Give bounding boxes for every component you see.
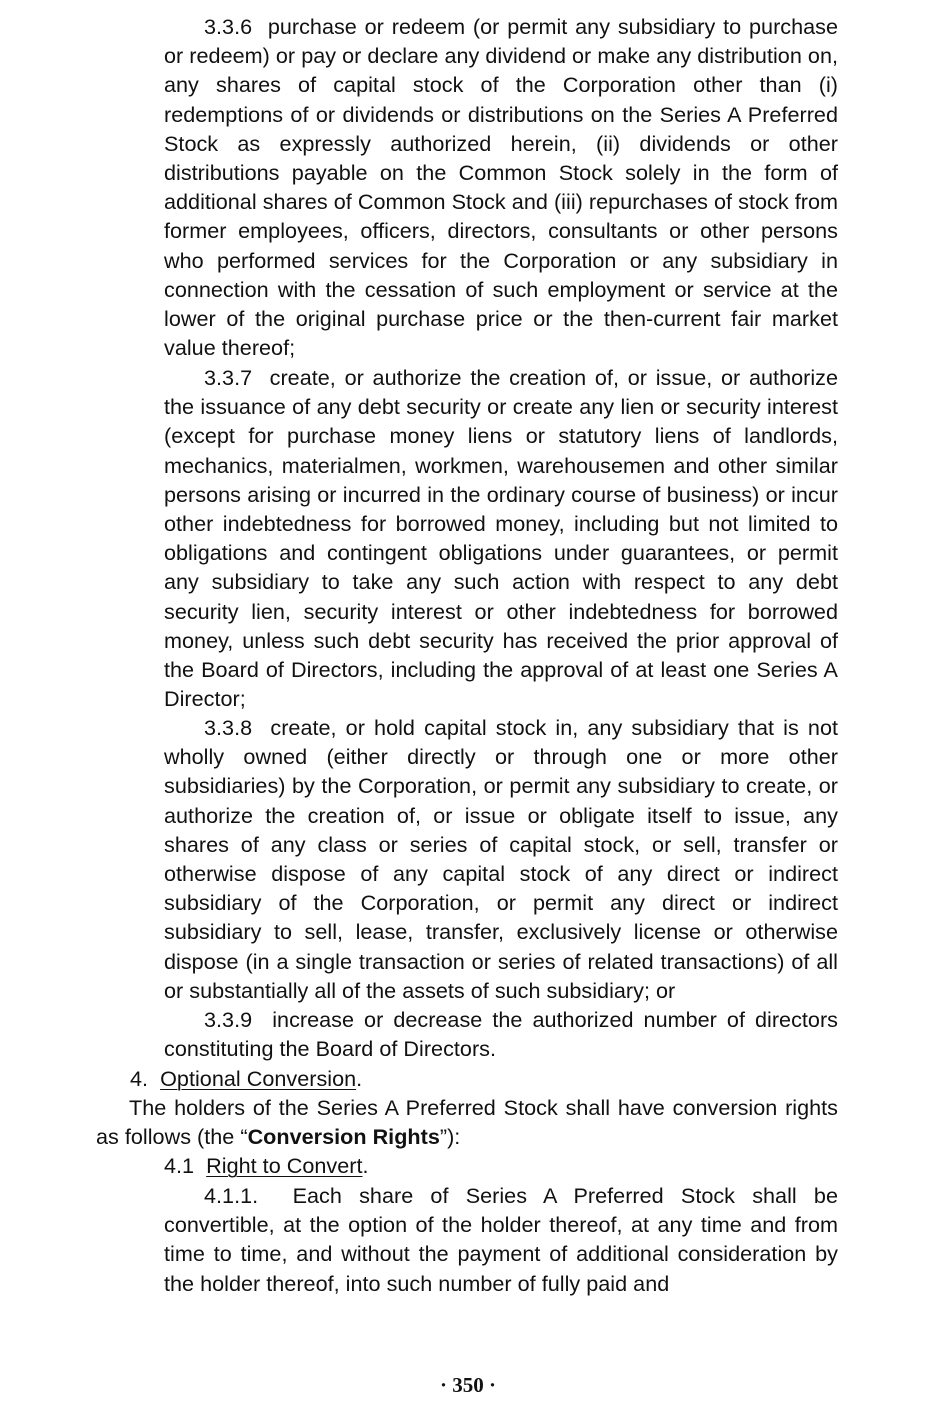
clause-4-1-1 [164, 1181, 838, 1298]
clause-text: increase or decrease the authorized number of directors constituting the Board of Directors. [164, 1007, 838, 1062]
section-number: 4. [130, 1066, 149, 1091]
clause-3-3-9 [164, 1005, 838, 1063]
clause-number: 4.1.1. [204, 1183, 259, 1208]
clause-number: 3.3.7 [204, 365, 253, 390]
clause-text: create, or authorize the creation of, or issue, or authorize the issuance of any debt security or create any lien or security interest (except for purchase money liens or statutory liens of landlords, mechanics, materialmen, workmen, warehousemen and other similar persons arising or incurred in the ordinary course of business) or incur other indebtedness for borrowed money, including but not limited to obligations and contingent obligations under guarantees, or permit any subsidiary to take any such action with respect to any debt security lien, security interest or other indebtedness for borrowed money, unless such debt security has received the prior approval of the Board of Directors, including the approval of at least one Series A Director; [164, 365, 838, 712]
clause-3-3-6 [164, 12, 838, 362]
clause-number: 3.3.8 [204, 715, 253, 740]
clause-text: Each share of Series A Preferred Stock shall be convertible, at the option of the holder thereof, at any time and from time to time, and without the payment of additional consideration by the holder thereof, into such number of fully paid and [164, 1183, 838, 1296]
section-title: Optional Conversion [160, 1066, 357, 1091]
clause-text: purchase or redeem (or permit any subsidiary to purchase or redeem) or pay or declare any dividend or make any distribution on, any shares of capital stock of the Corporation other than (i) redemptions of or dividends or distributions on the Series A Preferred Stock as expressly authorized herein, (ii) dividends or other distributions payable on the Common Stock solely in the form of additional shares of Common Stock and (iii) repurchases of stock from former employees, officers, directors, consultants or other persons who performed services for the Corporation or any subsidiary in connection with the cessation of such employment or service at the lower of the original purchase price or the then-current fair market value thereof; [164, 14, 838, 361]
section-number: 4.1 [164, 1153, 195, 1178]
clause-3-3-8 [164, 713, 838, 1005]
defined-term: Conversion Rights [247, 1124, 440, 1150]
section-title: Right to Convert [206, 1153, 363, 1178]
clause-text: create, or hold capital stock in, any subsidiary that is not wholly owned (either directly or through one or more other subsidiaries) by the Corporation, or permit any subsidiary to create, or authorize the creation of, or issue or obligate itself to issue, any shares of any class or series of capital stock, or sell, transfer or otherwise dispose of any capital stock of any direct or indirect subsidiary of the Corporation, or permit any direct or indirect subsidiary to sell, lease, transfer, exclusively license or otherwise dispose (in a single transaction or series of related transactions) of all or substantially all of the assets of such subsidiary; or [164, 715, 838, 1003]
section-4-intro: The holders of the Series A Preferred Stock shall have conversion rights as follows (the “Conversion Rights”): [96, 1095, 838, 1150]
section-4-heading: 4. Optional Conversion. [130, 1066, 363, 1091]
page-number: · 350 · [439, 1373, 496, 1397]
section-4-1-heading: 4.1 Right to Convert. [164, 1153, 369, 1178]
clause-number: 3.3.6 [204, 14, 253, 39]
clause-3-3-7 [164, 363, 838, 713]
intro-text: The holders of the Series A Preferred Stock shall have conversion rights as follows (the “ [96, 1095, 838, 1150]
clause-number: 3.3.9 [204, 1007, 253, 1032]
